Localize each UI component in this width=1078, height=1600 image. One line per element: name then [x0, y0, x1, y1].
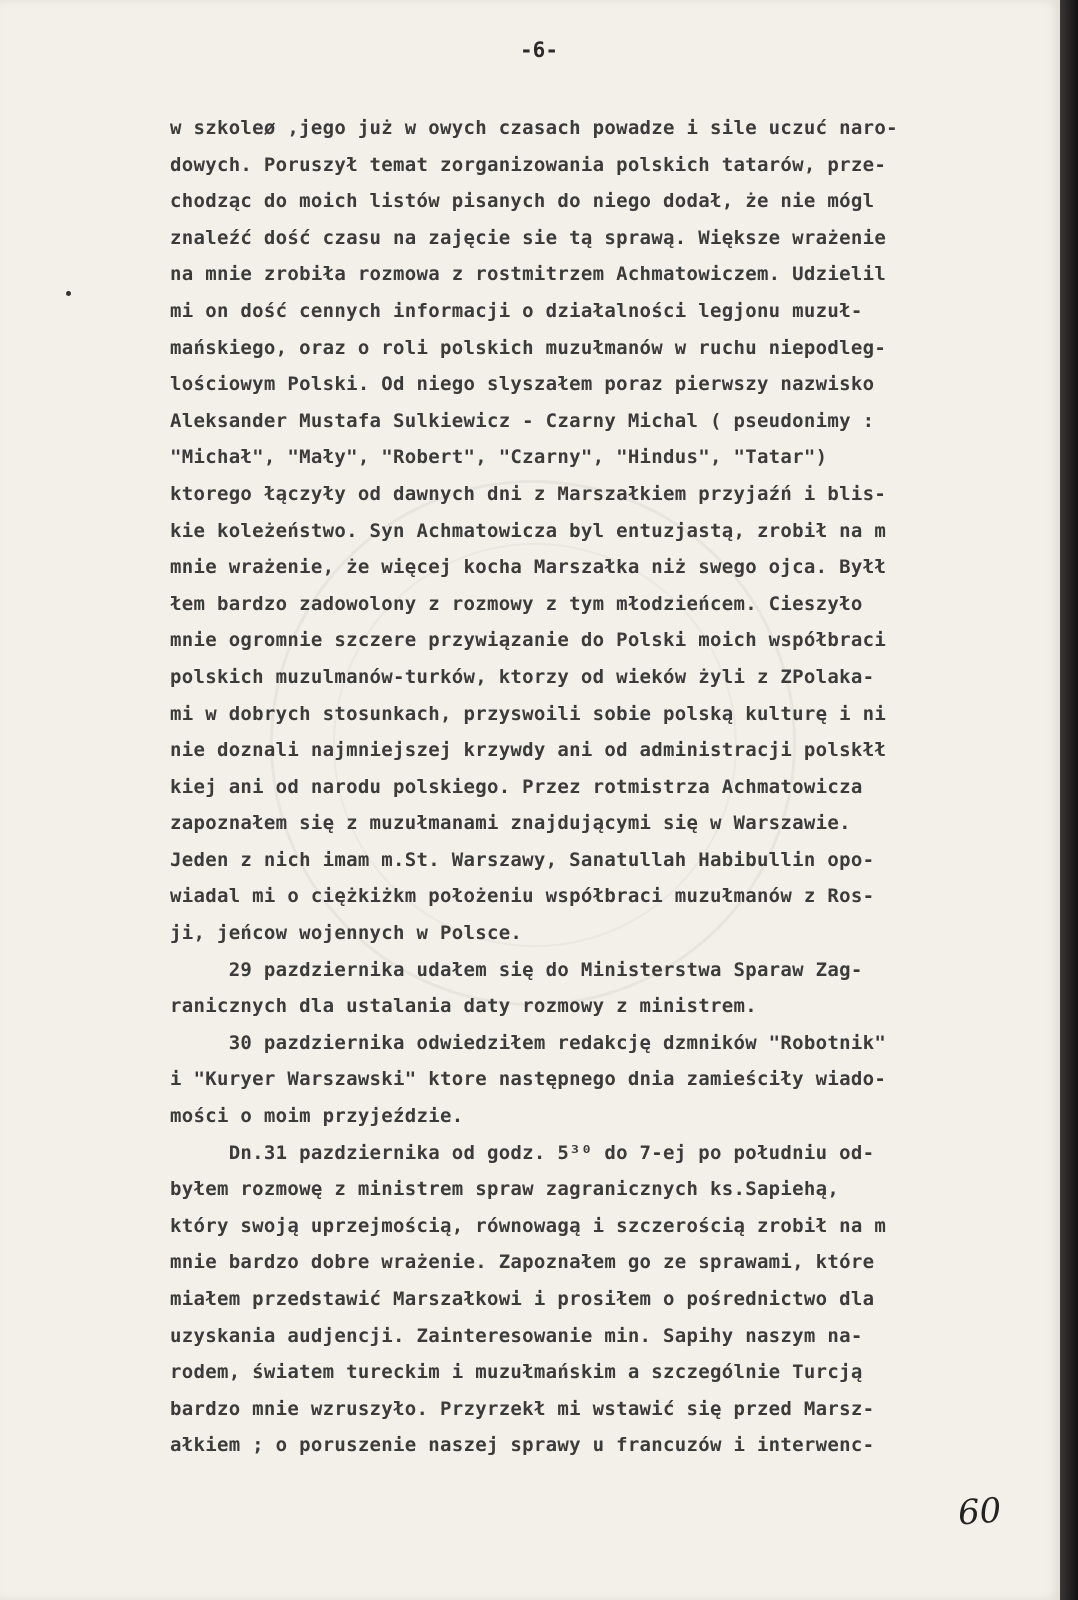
text-line: rodem, światem tureckim i muzułmańskim a szczególnie Turcją [170, 1361, 863, 1384]
margin-dot [66, 291, 71, 296]
text-line: mi w dobrych stosunkach, przyswoili sobie polską kulturę i ni [170, 702, 887, 725]
text-line: na mnie zrobiła rozmowa z rostmitrzem Achmatowiczem. Udzielil [170, 263, 887, 286]
text-line: Jeden z nich imam m.St. Warszawy, Sanatullah Habibullin opo- [170, 848, 875, 871]
text-line: 30 pazdziernika odwiedziłem redakcję dzmników "Robotnik" [170, 1031, 887, 1054]
text-line: kiej ani od narodu polskiego. Przez rotmistrza Achmatowicza [170, 775, 863, 798]
text-line: wiadal mi o ciężkiżkm położeniu współbraci muzułmanów z Ros- [170, 885, 875, 908]
text-line: "Michał", "Mały", "Robert", "Czarny", "Hindus", "Tatar") [170, 446, 828, 469]
text-line: ktorego łączyły od dawnych dni z Marszałkiem przyjaźń i blis- [170, 482, 887, 505]
text-line: łem bardzo zadowolony z rozmowy z tym młodzieńcem. Cieszyło [170, 592, 863, 615]
page-number: -6- [520, 38, 558, 62]
text-line: zapoznałem się z muzułmanami znajdującymi się w Warszawie. [170, 812, 851, 835]
text-line: ranicznych dla ustalania daty rozmowy z ministrem. [170, 995, 757, 1018]
text-line: lościowym Polski. Od niego slyszałem poraz pierwszy nazwisko [170, 373, 875, 396]
text-line: bardzo mnie wzruszyło. Przyrzekł mi wstawić się przed Marsz- [170, 1397, 875, 1420]
text-line: dowych. Poruszył temat zorganizowania polskich tatarów, prze- [170, 153, 887, 176]
text-line: ałkiem ; o poruszenie naszej sprawy u francuzów i interwenc- [170, 1434, 875, 1457]
text-line: Dn.31 pazdziernika od godz. 5³⁰ do 7-ej po południu od- [170, 1141, 875, 1164]
text-line: mańskiego, oraz o roli polskich muzułmanów w ruchu niepodleg- [170, 336, 887, 359]
text-line: polskich muzulmanów-turków, ktorzy od wieków żyli z ZPolaka- [170, 665, 875, 688]
text-line: ji, jeńcow wojennych w Polsce. [170, 922, 523, 945]
text-line: uzyskania audjencji. Zainteresowanie min. Sapihy naszym na- [170, 1324, 863, 1347]
text-line: który swoją uprzejmością, równowagą i szczerością zrobił na m [170, 1214, 887, 1237]
text-line: mi on dość cennych informacji o działalności legjonu muzuł- [170, 299, 863, 322]
text-line: mnie bardzo dobre wrażenie. Zapoznałem go ze sprawami, które [170, 1251, 875, 1274]
text-line: mości o moim przyjeździe. [170, 1105, 464, 1128]
text-line: chodząc do moich listów pisanych do niego dodał, że nie mógl [170, 190, 875, 213]
text-line: Aleksander Mustafa Sulkiewicz - Czarny Michal ( pseudonimy : [170, 409, 875, 432]
text-line: kie koleżeństwo. Syn Achmatowicza byl entuzjastą, zrobił na m [170, 519, 887, 542]
text-line: 29 pazdziernika udałem się do Ministerstwa Sparaw Zag- [170, 958, 863, 981]
typed-text-body [170, 110, 1050, 1464]
text-line: nie doznali najmniejszej krzywdy ani od administracji polskłł [170, 739, 887, 762]
scan-edge [1060, 0, 1078, 1600]
text-line: mnie ogromnie szczere przywiązanie do Polski moich współbraci [170, 629, 887, 652]
text-line: w szkoleø ,jego już w owych czasach powadze i sile uczuć naro- [170, 117, 898, 139]
text-line: znaleźć dość czasu na zajęcie sie tą sprawą. Większe wrażenie [170, 226, 887, 249]
text-line: mnie wrażenie, że więcej kocha Marszałka niż swego ojca. Byłł [170, 556, 887, 579]
text-line: byłem rozmowę z ministrem spraw zagranicznych ks.Sapiehą, [170, 1178, 840, 1201]
text-line: i "Kuryer Warszawski" ktore następnego dnia zamieściły wiado- [170, 1068, 887, 1091]
handwritten-page-number: 60 [956, 1490, 1003, 1534]
text-line: miałem przedstawić Marszałkowi i prosiłem o pośrednictwo dla [170, 1288, 875, 1310]
